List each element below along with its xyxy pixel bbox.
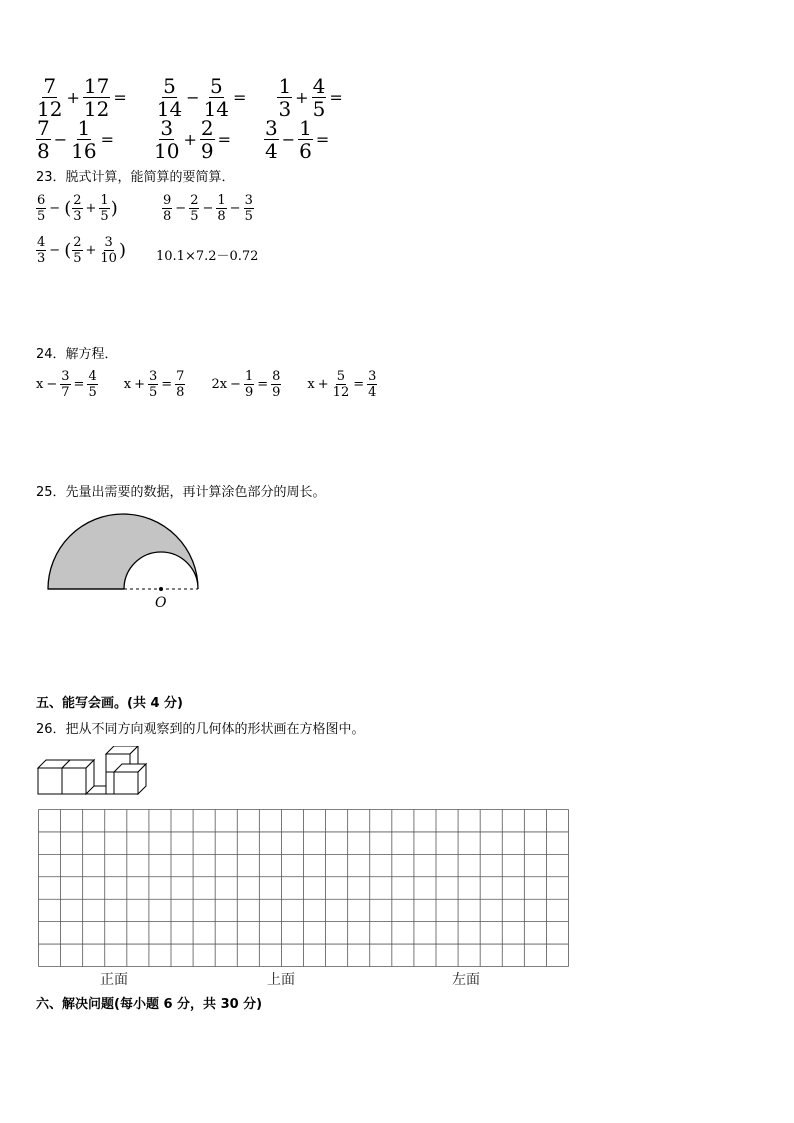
expr-2-1: $\frac{7}{8}$ − $\frac{1}{16}$ = (37, 116, 114, 163)
label-left-view: 左面 (452, 972, 480, 988)
section-5-heading: 五、能写会画。(共 4 分) (36, 696, 183, 711)
q25-title: 25．先量出需要的数据，再计算涂色部分的周长。 (36, 485, 326, 500)
label-top-view: 上面 (267, 972, 295, 988)
expr-1-2: $\frac{5}{14}$ − $\frac{5}{14}$ = (156, 74, 247, 121)
center-label: O (155, 595, 167, 611)
equation-1: x − $\frac{3}{7}$ = $\frac{4}{5}$ (36, 369, 97, 400)
calc-row-2 (36, 118, 332, 161)
q26-title: 26．把从不同方向观察到的几何体的形状画在方格图中。 (36, 722, 365, 737)
center-point (159, 587, 163, 591)
shaded-region (48, 514, 198, 589)
q24-title: 24．解方程． (36, 347, 118, 362)
q23-expr-1: $\frac{6}{5}$ − ( $\frac{2}{3}$ + $\frac{1}{5}$ ) (37, 193, 118, 224)
equation-3: 2x − $\frac{1}{9}$ = $\frac{8}{9}$ (211, 369, 281, 400)
section-6-heading: 六、解决问题(每小题 6 分，共 30 分) (36, 997, 263, 1012)
expr-1-3: $\frac{1}{3}$ + $\frac{4}{5}$ = (278, 74, 343, 121)
calc-row-1 (36, 76, 346, 119)
label-front-view: 正面 (100, 972, 128, 988)
q23-title: 23．脱式计算，能简算的要简算． (36, 170, 235, 185)
equation-2: x + $\frac{3}{5}$ = $\frac{7}{8}$ (123, 369, 185, 400)
q23-expr-4: 10.1×7.2－0.72 (156, 249, 259, 264)
cube-figure (36, 746, 156, 798)
q24-equations (36, 370, 377, 399)
semicircle-figure (30, 505, 220, 615)
expr-1-1: $\frac{7}{12}$ + $\frac{17}{12}$ = (37, 74, 127, 121)
equation-4: x + $\frac{5}{12}$ = $\frac{3}{4}$ (307, 369, 377, 400)
q23-expr-2: $\frac{9}{8}$ − $\frac{2}{5}$ − $\frac{1}{8}$ − $\frac{3}{5}$ (163, 193, 253, 224)
drawing-grid[interactable] (38, 809, 569, 967)
expr-2-2: $\frac{3}{10}$ + $\frac{2}{9}$ = (154, 116, 231, 163)
expr-2-3: $\frac{3}{4}$ − $\frac{1}{6}$ = (265, 116, 330, 163)
q23-expr-3: $\frac{4}{3}$ − ( $\frac{2}{5}$ + $\frac{3}{10}$ ) (37, 235, 126, 266)
